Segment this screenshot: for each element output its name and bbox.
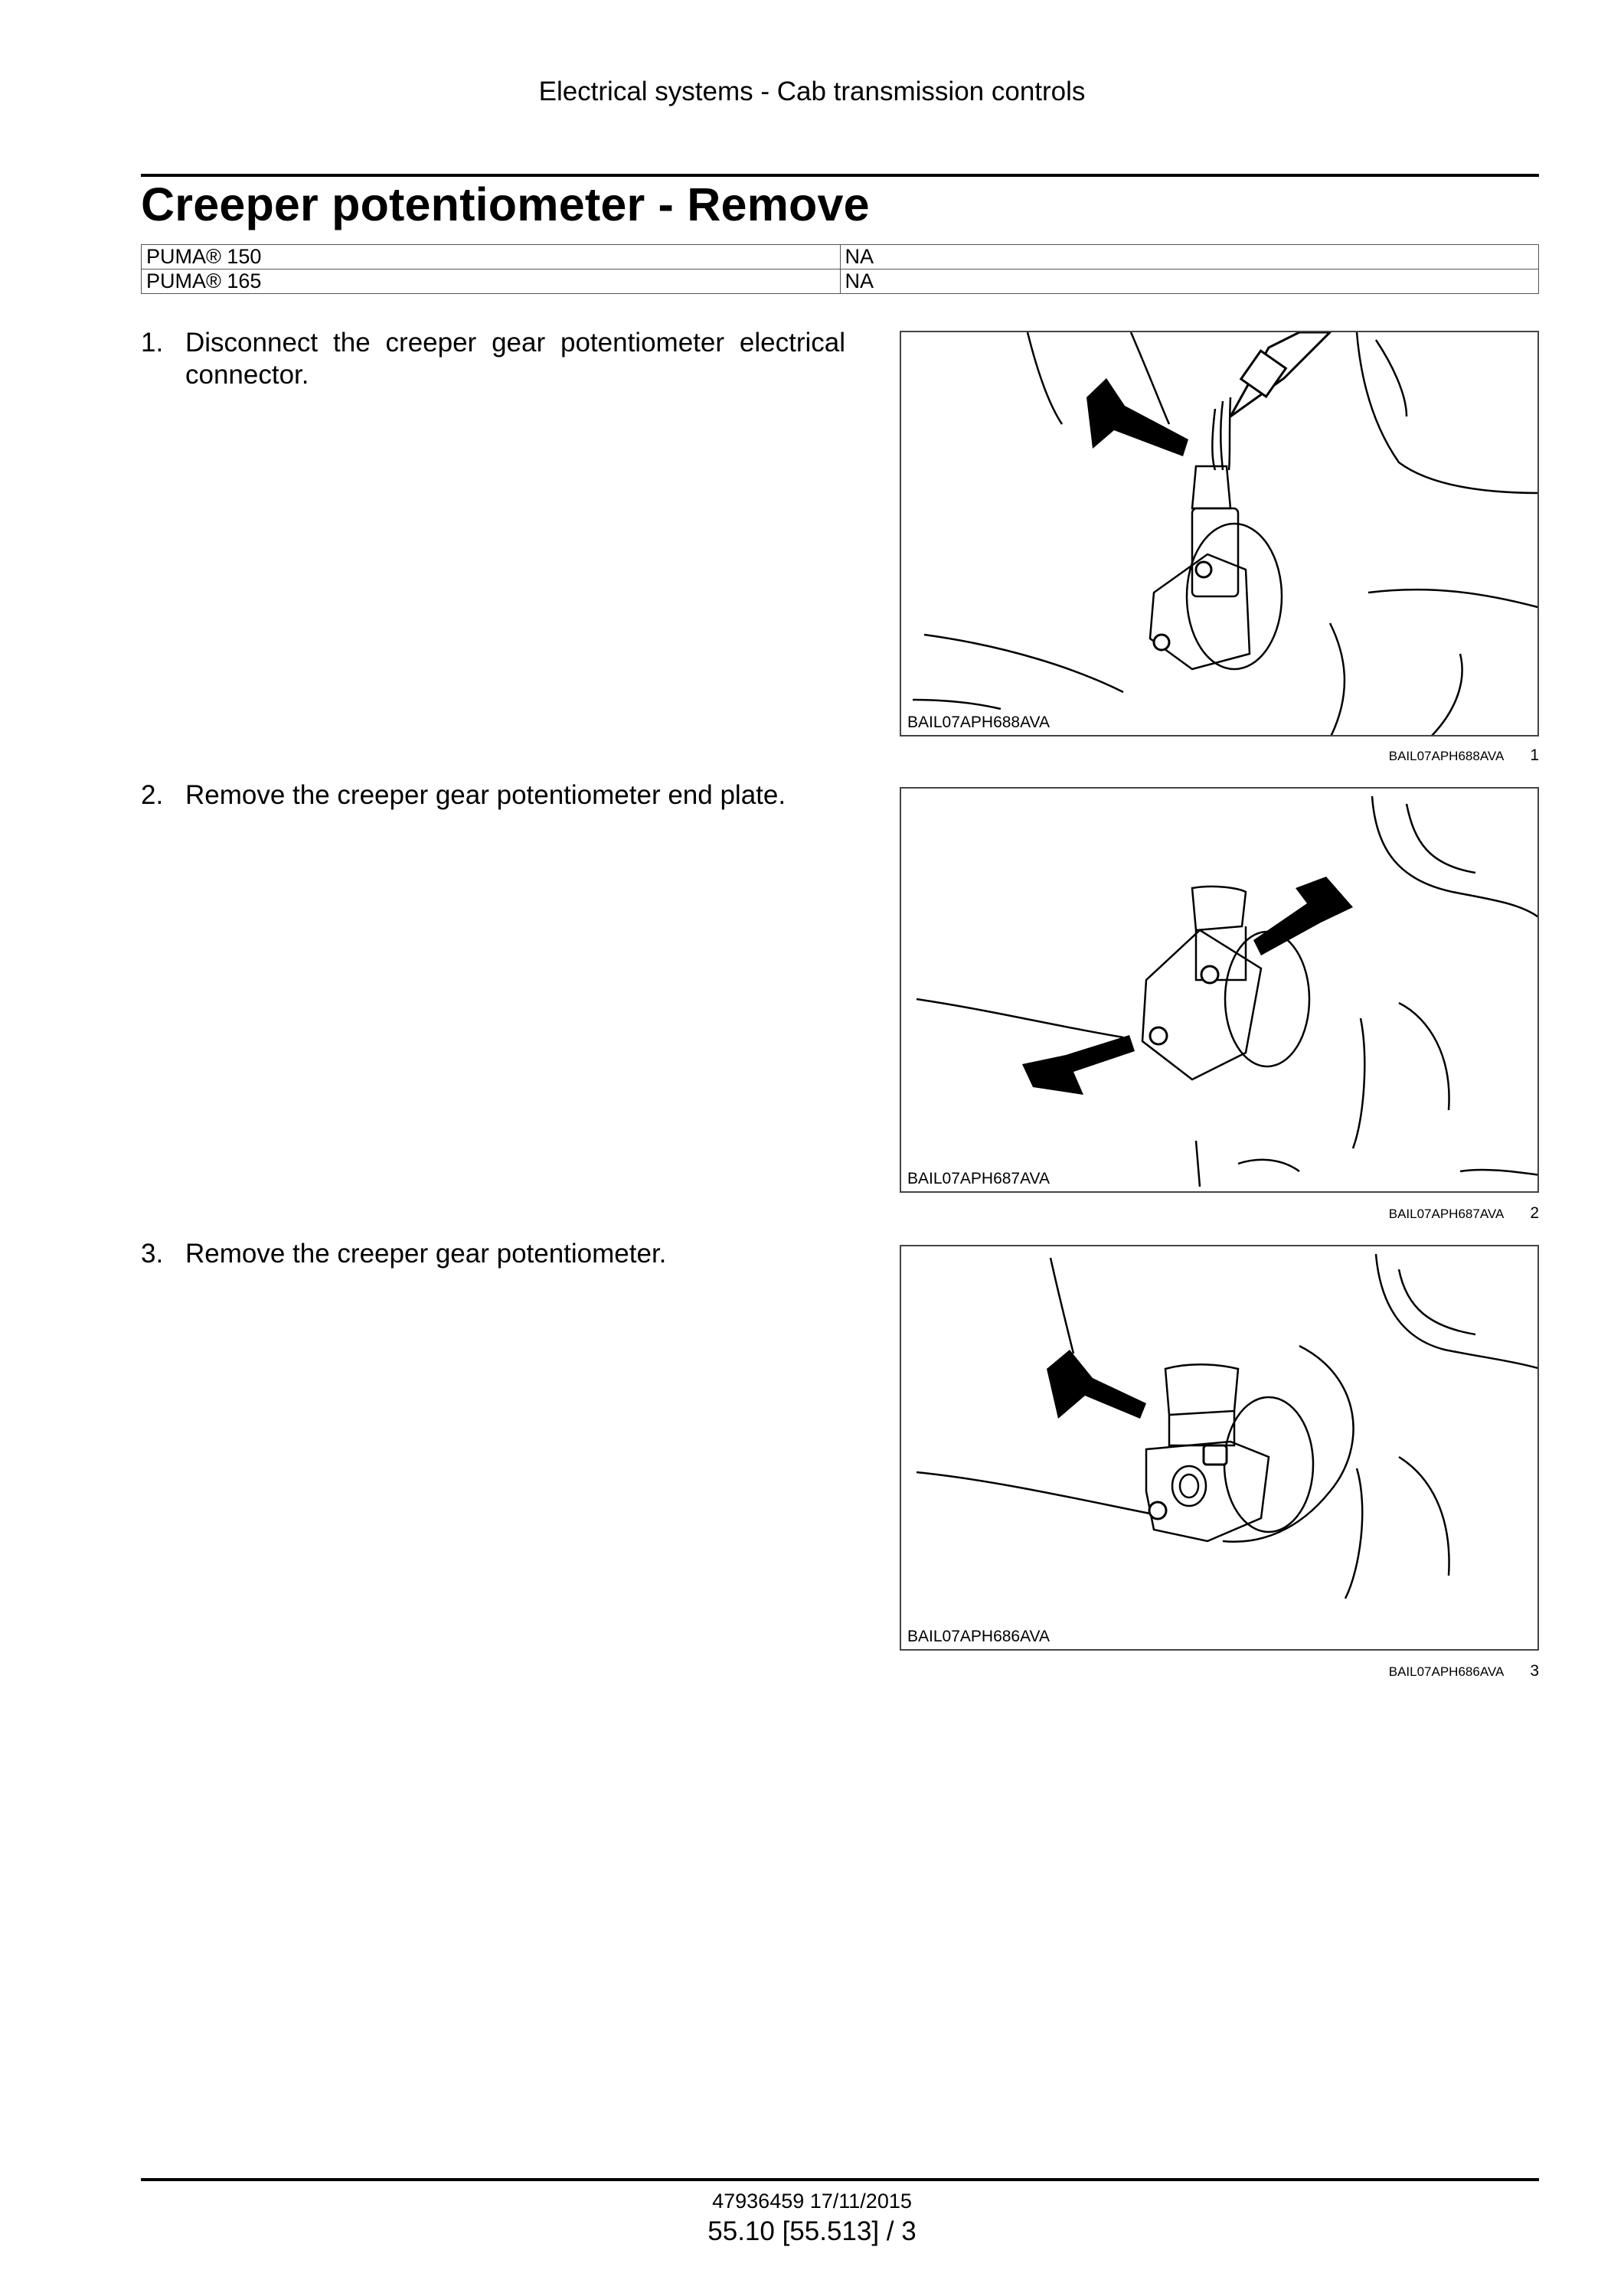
- caption-code: BAIL07APH687AVA: [1388, 1207, 1505, 1221]
- model-cell: PUMA® 165: [142, 269, 841, 294]
- footer-rule: [141, 2178, 1539, 2181]
- end-plate-illustration: [901, 789, 1539, 1193]
- model-cell: PUMA® 150: [142, 245, 841, 269]
- figure-caption: [900, 1662, 1539, 1680]
- running-header: Electrical systems - Cab transmission controls: [538, 77, 1086, 106]
- status-cell: NA: [840, 245, 1539, 269]
- figure-code: BAIL07APH688AVA: [907, 714, 1051, 731]
- step-3: [141, 1238, 845, 1270]
- potentiometer-illustration: [901, 1246, 1539, 1651]
- table-row: [142, 269, 1539, 294]
- page-reference: 55.10 [55.513] / 3: [707, 2216, 917, 2246]
- step-text: Disconnect the creeper gear potentiometer electrical connector.: [185, 328, 845, 390]
- caption-code: BAIL07APH686AVA: [1388, 1664, 1505, 1679]
- caption-number: 2: [1530, 1204, 1539, 1222]
- figure-code: BAIL07APH687AVA: [907, 1170, 1051, 1187]
- step-1: [141, 327, 845, 391]
- figure-code: BAIL07APH686AVA: [907, 1628, 1051, 1645]
- figure-caption: [900, 746, 1539, 765]
- caption-number: 1: [1530, 746, 1539, 764]
- figure-caption: [900, 1204, 1539, 1223]
- step-2: [141, 779, 845, 812]
- figure-3: [900, 1245, 1539, 1651]
- page-title: Creeper potentiometer - Remove: [141, 178, 870, 230]
- caption-number: 3: [1530, 1662, 1539, 1680]
- connector-illustration: [901, 332, 1539, 736]
- model-table: [141, 244, 1539, 294]
- step-number: 2.: [141, 780, 164, 810]
- figure-1: [900, 331, 1539, 736]
- caption-code: BAIL07APH688AVA: [1388, 749, 1505, 763]
- step-number: 3.: [141, 1239, 164, 1269]
- step-text: Remove the creeper gear potentiometer.: [185, 1239, 667, 1269]
- status-cell: NA: [840, 269, 1539, 294]
- step-text: Remove the creeper gear potentiometer end plate.: [185, 780, 786, 810]
- figure-2: [900, 787, 1539, 1193]
- header-rule: [141, 174, 1539, 177]
- table-row: [142, 245, 1539, 269]
- step-number: 1.: [141, 328, 164, 358]
- document-reference: 47936459 17/11/2015: [712, 2190, 912, 2213]
